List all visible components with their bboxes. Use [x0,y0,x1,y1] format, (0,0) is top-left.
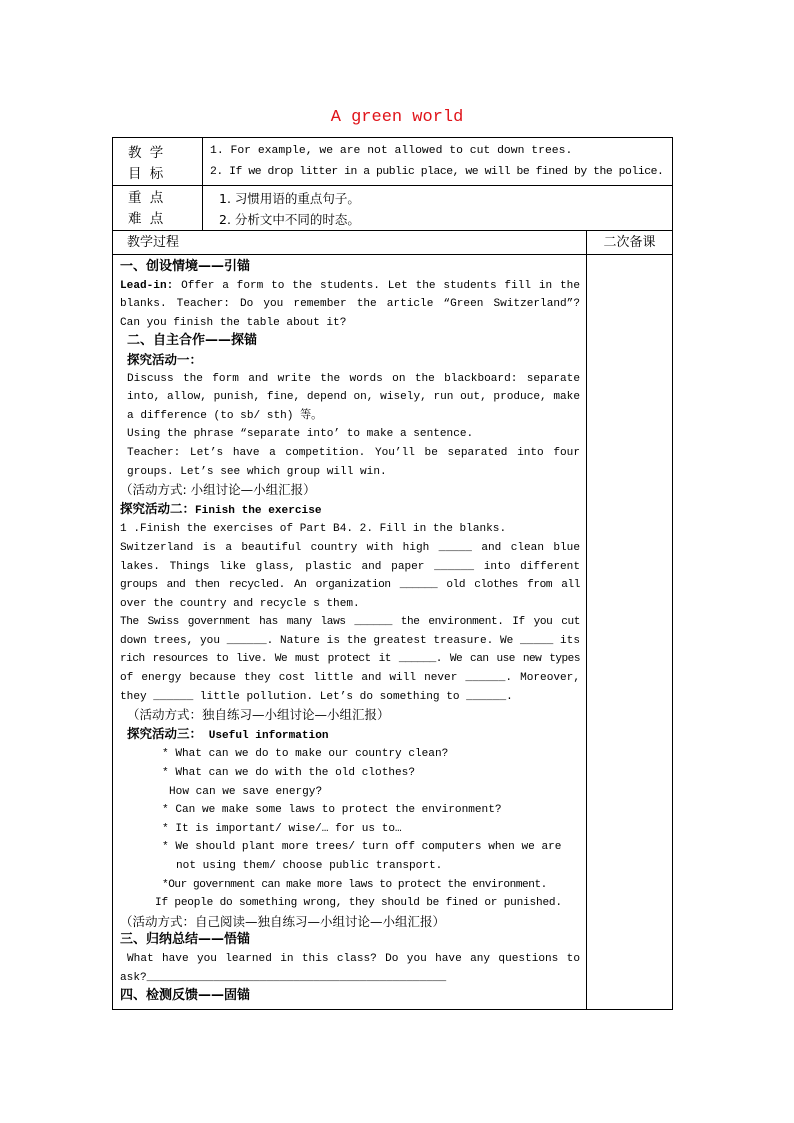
notes-content-cell [587,255,673,1010]
activity-1-line-2: into, allow, punish, fine, depend on, wisely, run out, produce, make [127,391,580,404]
activity-1-line-1: Discuss the form and write the words on the blackboard: separate [127,372,580,385]
goals-label-line1: 教 学 [128,145,166,161]
key-points-label-line1: 重 点 [128,190,166,206]
goals-row [113,138,673,186]
goals-content-cell [203,138,673,186]
key-points-label-line2: 难 点 [128,211,166,227]
activity-1-title: 探究活动一： [127,351,203,367]
activity-2-mode: （活动方式：独自练习—小组讨论—小组汇报） [127,707,390,723]
process-header: 教学过程 [113,231,587,255]
activity-2-line-9: they ______ little pollution. Let’s do something to ______. [120,690,513,703]
activity-2-line-8: of energy because they cost little and will never ______. Moreover, [120,672,580,685]
activity-3-line-8: *Our government can make more laws to protect the environment. [162,878,547,891]
section-2-title: 二、自主合作——探锚 [127,333,258,349]
lesson-plan-table [112,137,673,1010]
header-row [113,231,673,255]
activity-2-title-line [120,500,580,521]
activity-1-line-6: groups. Let’s see which group will win. [127,465,387,478]
section-4-title: 四、检测反馈——固锚 [120,988,251,1004]
activity-2-line-1: Switzerland is a beautiful country with high _____ and clean blue [120,541,580,554]
activity-3-line-6: * We should plant more trees/ turn off computers when we are [162,841,562,854]
activity-3-line-3: How can we save energy? [169,785,323,798]
activity-3-mode: （活动方式：自己阅读—独自练习—小组讨论—小组汇报） [120,913,446,929]
key-points-row [113,186,673,231]
goal-item-1: 1. For example, we are not allowed to cut down trees. [210,145,573,157]
section-1-title: 一、创设情境——引锚 [120,259,251,274]
goals-label-line2: 目 标 [128,166,166,182]
section-3-line-1: What have you learned in this class? Do you have any questions to [127,952,580,965]
activity-3-line-7: not using them/ choose public transport. [176,860,443,872]
activity-1-line-5: Teacher: Let’s have a competition. You’ll be separated into four [127,446,580,459]
activity-2-line-7: rich resources to live. We must protect it ______. We can use new types [120,653,580,666]
key-points-label-cell [113,186,203,231]
activity-1-line-4: Using the phrase “separate into’ to make a sentence. [127,428,474,441]
lead-in-line-3: Can you finish the table about it? [120,316,347,329]
activity-2-line-4: over the country and recycle s them. [120,597,360,610]
content-row [113,255,673,1010]
lead-in-line-2: blanks. Teacher: Do you remember the article “Green Switzerland”? [120,298,580,311]
activity-2-line-0: 1 .Finish the exercises of Part B4. 2. Fill in the blanks. [120,523,507,536]
activity-2-line-5: The Swiss government has many laws ______ the environment. If you cut [120,616,580,629]
lead-in-label: Lead-in: [120,279,174,292]
activity-3-line-5: * It is important/ wise/… for us to… [162,822,402,835]
activity-2-line-2: lakes. Things like glass, plastic and paper ______ into different [120,560,580,573]
activity-3-title-en: Useful information [208,729,329,742]
key-points-content-cell [203,186,673,231]
page-title: A green world [330,108,464,127]
section-3-line-2: ask?_____________________________________________ [120,971,447,984]
activity-1-line-3: a difference (to sb/ sth) 等。 [127,409,323,422]
key-point-1: 1. 习惯用语的重点句子。 [219,191,360,206]
notes-header: 二次备课 [587,231,673,255]
activity-2-line-6: down trees, you ______. Nature is the greatest treasure. We _____ its [120,634,580,647]
goal-item-2: 2. If we drop litter in a public place, we will be fined by the police. [210,166,664,178]
activity-3-line-1: * What can we do to make our country clean? [162,748,449,761]
activity-3-title: 探究活动三： [127,725,203,741]
activity-3-line-9: If people do something wrong, they should be fined or punished. [155,897,562,910]
activity-2-title-en: Finish the exercise [195,504,322,517]
activity-3-title-line [120,725,580,746]
activity-3-line-4: * Can we make some laws to protect the environment? [162,804,502,817]
key-point-2: 2. 分析文中不同的时态。 [219,212,360,227]
activity-3-line-2: * What can we do with the old clothes? [162,767,415,780]
activity-1-mode: （活动方式: 小组讨论—小组汇报） [120,482,316,498]
goals-label-cell [113,138,203,186]
activity-2-line-3: groups and then recycled. An organization ______ old clothes from all [120,579,580,592]
process-content-cell [113,255,587,1010]
section-3-title: 三、归纳总结——悟锚 [120,932,251,948]
activity-2-title: 探究活动二： [120,500,196,516]
lead-in-line-1: Lead-in: Offer a form to the students. Let the students fill in the [120,279,580,292]
